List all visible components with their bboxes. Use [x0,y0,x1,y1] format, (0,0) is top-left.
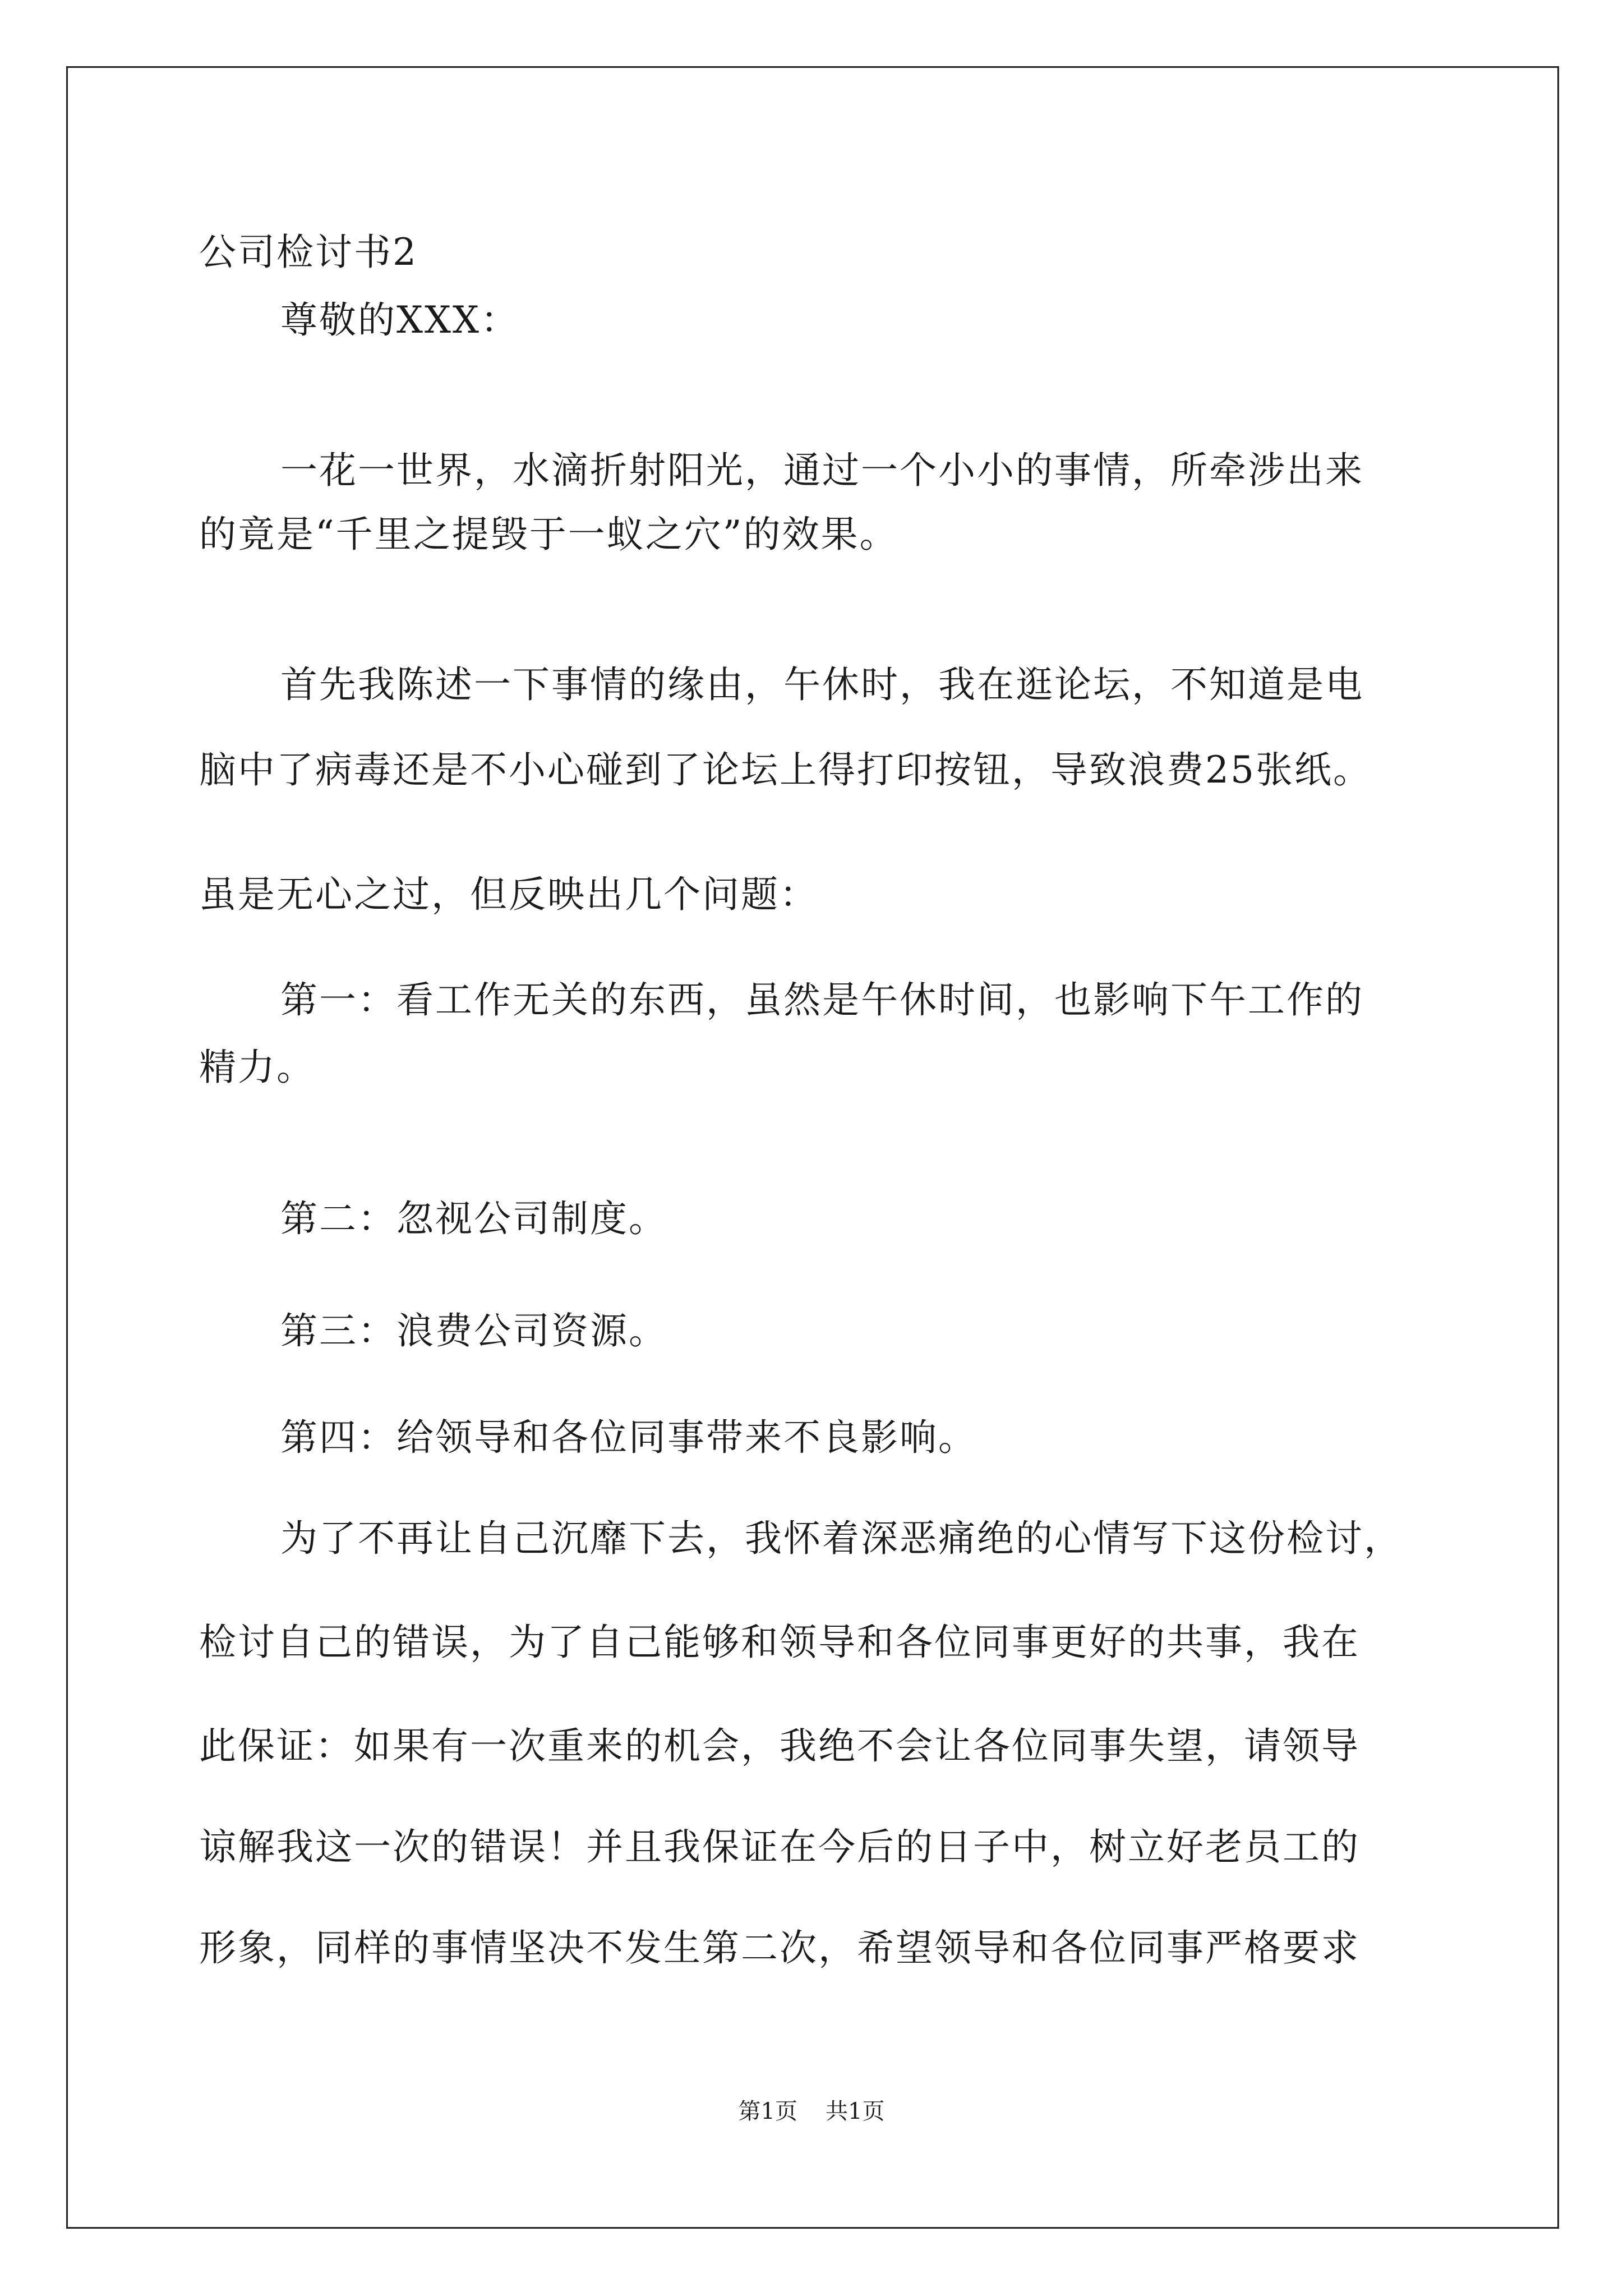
paragraph-line: 第二：忽视公司制度。 [280,1197,667,1240]
paragraph-line: 虽是无心之过，但反映出几个问题： [199,873,818,916]
paragraph-line: 脑中了病毒还是不小心碰到了论坛上得打印按钮，导致浪费25张纸。 [199,748,1372,792]
page-number-total: 共1页 [826,2099,885,2124]
salutation: 尊敬的XXX： [280,298,519,342]
paragraph-line: 第三：浪费公司资源。 [280,1309,667,1352]
paragraph-line: 第一：看工作无关的东西，虽然是午休时间，也影响下午工作的 [280,978,1364,1022]
document-title: 公司检讨书2 [199,231,418,274]
page-footer [0,2100,1623,2123]
paragraph-line: 形象，同样的事情坚决不发生第二次，希望领导和各位同事严格要求 [199,1926,1360,1970]
paragraph-line: 第四：给领导和各位同事带来不良影响。 [280,1416,977,1459]
paragraph-line: 的竟是“千里之提毁于一蚁之穴”的效果。 [199,513,898,556]
paragraph-line: 检讨自己的错误，为了自己能够和领导和各位同事更好的共事，我在 [199,1621,1360,1664]
page-number-current: 第1页 [738,2099,797,2124]
paragraph-line: 首先我陈述一下事情的缘由，午休时，我在逛论坛，不知道是电 [280,663,1364,706]
paragraph-line: 为了不再让自己沉靡下去，我怀着深恶痛绝的心情写下这份检讨， [280,1517,1403,1560]
paragraph-line: 此保证：如果有一次重来的机会，我绝不会让各位同事失望，请领导 [199,1724,1360,1768]
paragraph-line: 一花一世界，水滴折射阳光，通过一个小小的事情，所牵涉出来 [280,449,1364,492]
paragraph-line: 谅解我这一次的错误！并且我保证在今后的日子中，树立好老员工的 [199,1825,1360,1869]
paragraph-line: 精力。 [199,1046,315,1089]
page-border [66,66,1559,2229]
